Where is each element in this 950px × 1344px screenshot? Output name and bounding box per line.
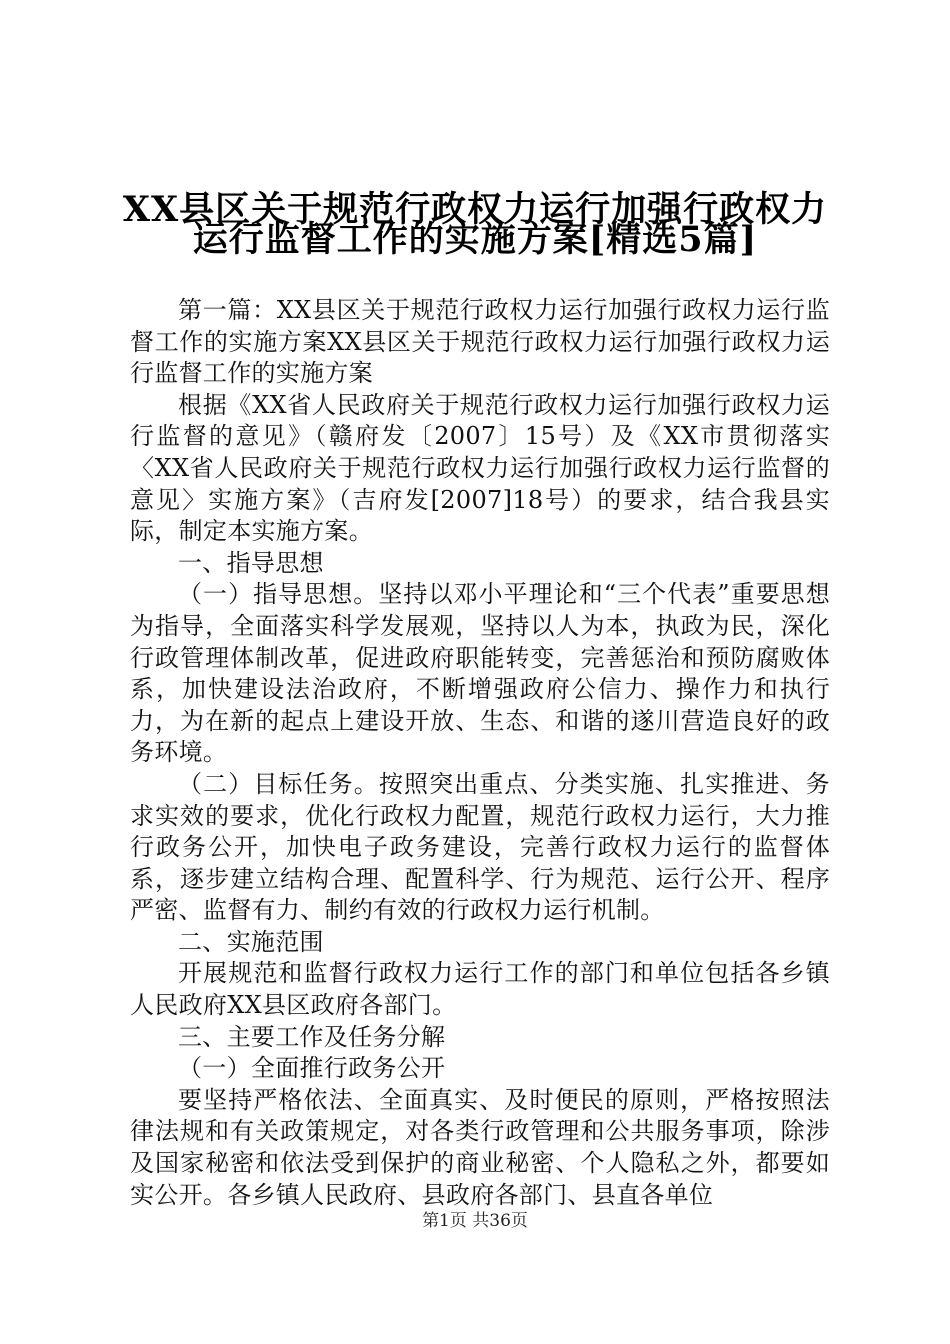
section-heading-2: 二、实施范围: [178, 927, 324, 956]
page-number-footer: 第1页 共36页: [422, 1211, 528, 1231]
section-heading-1: 一、指导思想: [178, 548, 324, 577]
paragraph-basis: 根据《XX省人民政府关于规范行政权力运行加强行政权力运行监督的意见》（赣府发〔2007〕15号）及《XX市贯彻落实〈XX省人民政府关于规范行政权力运行加强行政权力运行监督的意见〉实施方案》（吉府发[2007]18号）的要求，结合我县实际，制定本实施方案。: [130, 390, 830, 546]
paragraph-guiding-thought: （一）指导思想。坚持以邓小平理论和“三个代表”重要思想为指导，全面落实科学发展观，坚持以人为本，执政为民，深化行政管理体制改革，促进政府职能转变，完善惩治和预防腐败体系，加快建设法治政府，不断增强政府公信力、操作力和执行力，为在新的起点上建设开放、生态、和谐的遂川营造良好的政务环境。: [130, 580, 830, 767]
paragraph-goals: （二）目标任务。按照突出重点、分类实施、扎实推进、务求实效的要求，优化行政权力配置，规范行政权力运行，大力推行政务公开，加快电子政务建设，完善行政权力运行的监督体系，逐步建立结构合理、配置科学、行为规范、运行公开、程序严密、监督有力、制约有效的行政权力运行机制。: [130, 769, 830, 925]
paragraph-scope: 开展规范和监督行政权力运行工作的部门和单位包括各乡镇人民政府XX县区政府各部门。: [130, 959, 830, 1020]
document-title-line-2: 运行监督工作的实施方案[精选5篇]: [192, 219, 758, 260]
section-heading-3: 三、主要工作及任务分解: [178, 1022, 446, 1051]
subsection-heading-1: （一）全面推行政务公开: [178, 1054, 446, 1083]
document-title-line-1: XX县区关于规范行政权力运行加强行政权力: [122, 189, 828, 230]
paragraph-disclosure: 要坚持严格依法、全面真实、及时便民的原则，严格按照法律法规和有关政策规定，对各类行政管理和公共服务事项，除涉及国家秘密和依法受到保护的商业秘密、个人隐私之外，都要如实公开。各乡镇人民政府、县政府各部门、县直各单位: [130, 1085, 830, 1209]
document-body: [130, 295, 830, 1211]
paragraph-intro: 第一篇：XX县区关于规范行政权力运行加强行政权力运行监督工作的实施方案XX县区关于规范行政权力运行加强行政权力运行监督工作的实施方案: [130, 296, 830, 388]
